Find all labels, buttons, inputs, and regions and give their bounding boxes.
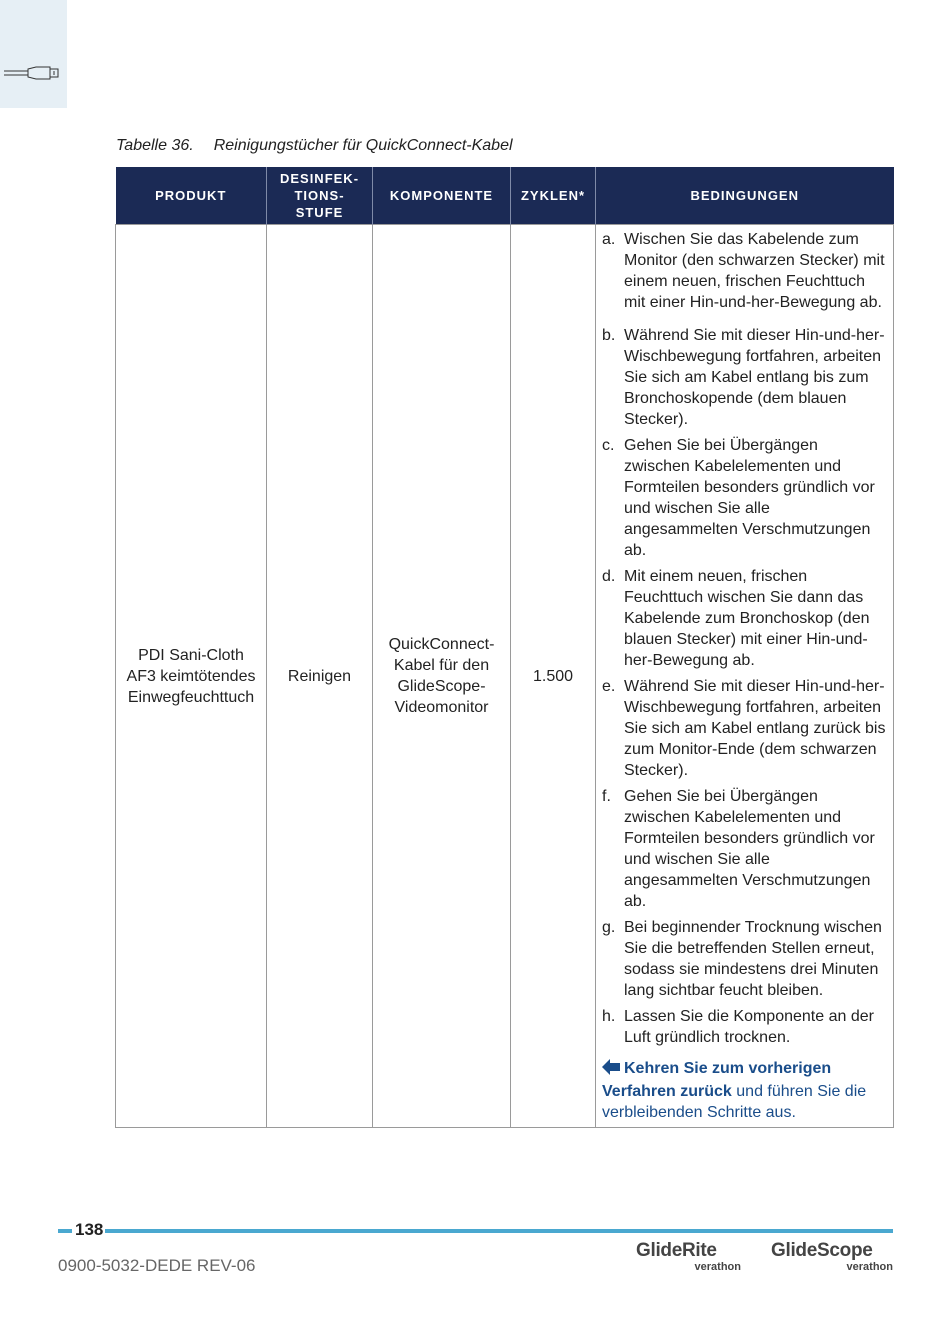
- caption-title: Reinigungstücher für QuickConnect-Kabel: [213, 137, 513, 154]
- table-row: [116, 225, 894, 1128]
- conditions-cell: [596, 225, 894, 1128]
- return-to-procedure-link[interactable]: [602, 1058, 887, 1123]
- glidescope-logo: GlideScope verathon: [771, 1240, 893, 1273]
- header-row: [116, 167, 894, 225]
- step-g: g. Bei beginnender Trocknung wischen Sie die betreffenden Stellen erneut, sodass sie mindestens drei Minuten lang sichtbar feucht bleiben.: [602, 919, 882, 999]
- step-b: b. Während Sie mit dieser Hin-und-her-Wischbewegung fortfahren, arbeiten Sie sich am Kabel entlang bis zum Bronchoskopende (dem blauen Stecker).: [602, 327, 885, 428]
- table-caption: [116, 137, 513, 155]
- step-h: h. Lassen Sie die Komponente an der Luft gründlich trocknen.: [602, 1008, 874, 1046]
- header-component: KOMPONENTE: [373, 167, 511, 225]
- level-cell: Reinigen: [267, 225, 373, 1128]
- gliderite-logo: GlideRite verathon: [636, 1240, 741, 1273]
- step-e: e. Während Sie mit dieser Hin-und-her-Wischbewegung fortfahren, arbeiten Sie sich am Kabel entlang zurück bis zum Monitor-Ende (dem schwarzen Stecker).: [602, 678, 886, 779]
- step-a: a. Wischen Sie das Kabelende zum Monitor (den schwarzen Stecker) mit einem neuen, frischen Feuchttuch mit einer Hin-und-her-Bewegung ab.: [602, 231, 885, 311]
- step-c: c. Gehen Sie bei Übergängen zwischen Kabelelementen und Formteilen besonders gründlich vor und wischen Sie alle angesammelten Verschmutzungen ab.: [602, 437, 875, 559]
- step-f: f. Gehen Sie bei Übergängen zwischen Kabelelementen und Formteilen besonders gründlich vor und wischen Sie alle angesammelten Verschmutzungen ab.: [602, 788, 875, 910]
- component-cell: QuickConnect-Kabel für den GlideScope-Videomonitor: [373, 225, 511, 1128]
- header-cycles: ZYKLEN*: [511, 167, 596, 225]
- return-link-rest: und führen Sie die verbleibenden Schritte aus.: [602, 1083, 867, 1121]
- header-level: DESINFEK- TIONS- STUFE: [267, 167, 373, 225]
- document-id: 0900-5032-DEDE REV-06: [58, 1256, 256, 1275]
- cleaning-wipes-table: [115, 167, 894, 1128]
- product-cell: PDI Sani-Cloth AF3 keimtötendes Einwegfeuchttuch: [116, 225, 267, 1128]
- step-d: d. Mit einem neuen, frischen Feuchttuch wischen Sie dann das Kabelende zum Bronchoskop (den blauen Stecker) mit einer Hin-und-her-Bewegung ab.: [602, 568, 870, 669]
- return-link-bold: Kehren Sie zum vorherigen Verfahren zurück: [602, 1060, 832, 1100]
- arrow-left-icon: [602, 1059, 620, 1081]
- chapter-tab: [0, 0, 67, 108]
- header-conditions: BEDINGUNGEN: [596, 167, 894, 225]
- footer-rule: [58, 1229, 893, 1233]
- caption-number: Tabelle 36.: [116, 137, 194, 154]
- page-number: 138: [75, 1220, 104, 1239]
- cycles-cell: 1.500: [511, 225, 596, 1128]
- cable-icon: [4, 64, 62, 82]
- header-product: PRODUKT: [116, 167, 267, 225]
